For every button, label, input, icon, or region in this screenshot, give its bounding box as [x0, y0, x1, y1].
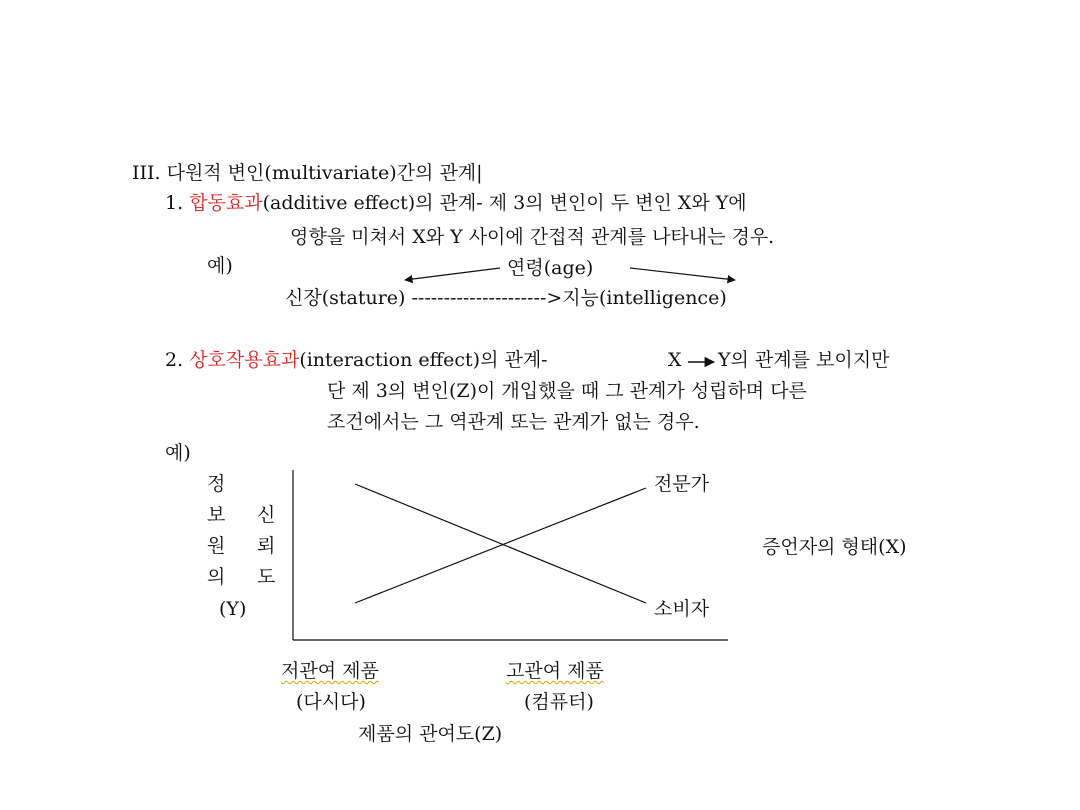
item2-example-label: 예) [165, 442, 191, 464]
item2-x-letter: X [668, 349, 682, 371]
high-involvement-example: (컴퓨터) [524, 691, 594, 713]
item2-title-end: Y의 관계를 보이지만 [718, 349, 890, 371]
expert-line-label: 전문가 [654, 473, 710, 495]
item1-line2: 영향을 미쳐서 X와 Y 사이에 간접적 관계를 나타내는 경우. [290, 226, 775, 248]
item1-number: 1. [165, 192, 184, 214]
age-to-intelligence-arrow [630, 268, 735, 280]
item1-title-rest: (additive effect)의 관계- 제 3의 변인이 두 변인 X와 Y에 [262, 192, 747, 214]
low-involvement-example: (다시다) [296, 691, 366, 713]
z-variable-label: 제품의 관여도(Z) [358, 723, 503, 745]
y-char-won: 원 [207, 535, 226, 557]
y-char-do: 도 [257, 566, 276, 588]
item1-term: 합동효과 [189, 192, 263, 214]
age-to-stature-arrow [405, 268, 500, 280]
dashed-arrow: ---------------------> [411, 287, 563, 309]
y-char-jeong: 정 [207, 473, 226, 495]
section-heading: III. 다원적 변인(multivariate)간의 관계| [132, 162, 483, 184]
item2-line3: 조건에서는 그 역관계 또는 관계가 없는 경우. [327, 411, 700, 433]
item2-title-mid: (interaction effect)의 관계- [299, 349, 548, 371]
item2-line2: 단 제 3의 변인(Z)이 개입했을 때 그 관계가 성립하며 다른 [327, 380, 807, 402]
high-involvement-product: 고관여 제품 [506, 660, 604, 682]
item1-example-label: 예) [207, 255, 233, 277]
y-char-bo: 보 [207, 504, 226, 526]
stature-label: 신장(stature) [285, 287, 406, 309]
y-char-sin: 신 [257, 504, 276, 526]
y-char-roe: 뢰 [257, 535, 276, 557]
y-char-ui: 의 [207, 566, 226, 588]
item2-term: 상호작용효과 [189, 349, 300, 371]
x-factor-label: 증언자의 형태(X) [762, 536, 907, 558]
intelligence-label: 지능(intelligence) [562, 287, 727, 309]
consumer-line-label: 소비자 [654, 598, 710, 620]
age-label: 연령(age) [507, 257, 594, 279]
low-involvement-product: 저관여 제품 [281, 660, 379, 682]
y-variable-label: (Y) [219, 598, 247, 620]
item2-number: 2. [165, 349, 184, 371]
